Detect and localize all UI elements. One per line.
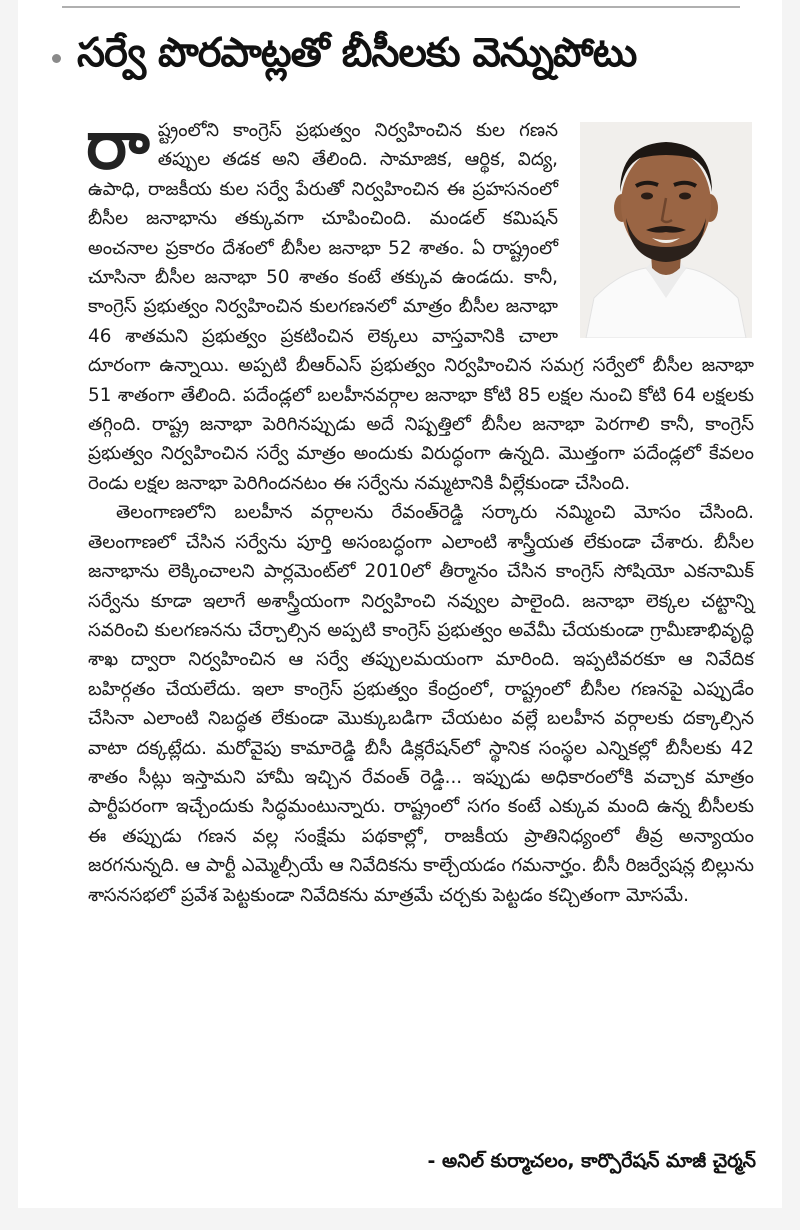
photo-spacer	[558, 116, 754, 336]
bullet-icon	[52, 54, 61, 63]
byline: - అనిల్ కుర్మాచలం, కార్పొరేషన్ మాజీ చైర్మన్	[427, 1150, 756, 1172]
paragraph-2: తెలంగాణలోని బలహీన వర్గాలను రేవంత్‌రెడ్డి సర్కారు నమ్మించి మోసం చేసింది. తెలంగాణలో చేసిన సర్వేను పూర్తి అసంబద్ధంగా ఎలాంటి శాస్త్రీయత లేకుండా చేశారు. బీసీల జనాభాను లెక్కించాలని పార్లమెంట్‌లో 2010లో తీర్మానం చేసిన కాంగ్రెస్ సోషియో ఎకనామిక్ సర్వేను కూడా ఇలాగే అశాస్త్రీయంగా నిర్వహించి నవ్వుల పాలైంది. జనాభా లెక్కల చట్టాన్ని సవరించి కులగణనను చేర్చాల్సిన అప్పటి కాంగ్రెస్ ప్రభుత్వం అవేమీ చేయకుండా గ్రామీణాభివృద్ధి శాఖ ద్వారా నిర్వహించిన ఆ సర్వే తప్పులమయంగా మారింది. ఇప్పటివరకూ ఆ నివేదిక బహిర్గతం చేయలేదు. ఇలా కాంగ్రెస్ ప్రభుత్వం కేంద్రంలో, రాష్ట్రంలో బీసీల గణనపై ఎప్పుడేం చేసినా ఎలాంటి నిబద్ధత లేకుండా మొక్కుబడిగా చేయటం వల్లే బలహీన వర్గాలకు దక్కాల్సిన వాటా దక్కట్లేదు. మరోవైపు కామారెడ్డి బీసీ డిక్లరేషన్‌లో స్థానిక సంస్థల ఎన్నికల్లో బీసీలకు 42 శాతం సీట్లు ఇస్తామని హామీ ఇచ్చిన రేవంత్ రెడ్డి... ఇప్పుడు అధికారంలోకి వచ్చాక మాత్రం పార్టీపరంగా ఇచ్చేందుకు సిద్ధమంటున్నారు. రాష్ట్రంలో సగం కంటే ఎక్కువ మంది ఉన్న బీసీలకు ఈ తప్పుడు గణన వల్ల సంక్షేమ పథకాల్లో, రాజకీయ ప్రాతినిధ్యంలో తీవ్ర అన్యాయం జరగనున్నది. ఆ పార్టీ ఎమ్మెల్సీయే ఆ నివేదికను కాల్చేయడం గమనార్హం. బీసీ రిజర్వేషన్ల బిల్లును శాసనసభలో ప్రవేశ పెట్టకుండా నివేదికను మాత్రమే చర్చకు పెట్టడం కచ్చితంగా మోసమే.	[88, 502, 754, 906]
headline	[52, 28, 752, 88]
top-rule	[62, 6, 740, 8]
paragraph-1-text: ష్ట్రంలోని కాంగ్రెస్ ప్రభుత్వం నిర్వహించిన కుల గణన తప్పుల తడక అని తేలింది. సామాజిక, ఆర్థిక, విద్య, ఉపాధి, రాజకీయ కుల సర్వే పేరుతో నిర్వహించిన ఈ ప్రహసనంలో బీసీల జనాభాను తక్కువగా చూపించింది. మండల్ కమిషన్ అంచనాల ప్రకారం దేశంలో బీసీల జనాభా 52 శాతం. ఏ రాష్ట్రంలో చూసినా బీసీల జనాభా 50 శాతం కంటే తక్కువ ఉండదు. కానీ, కాంగ్రెస్ ప్రభుత్వం నిర్వహించిన కులగణనలో మాత్రం బీసీల జనాభా 46 శాతమని ప్రభుత్వం ప్రకటించిన లెక్కలు వాస్తవానికి చాలా దూరంగా ఉన్నాయి. అప్పటి బీఆర్ఎస్ ప్రభుత్వం నిర్వహించిన సమగ్ర సర్వేలో బీసీల జనాభా 51 శాతంగా తేలింది. పదేండ్లలో బలహీనవర్గాల జనాభా కోటి 85 లక్షల నుంచి కోటి 64 లక్షలకు తగ్గింది. రాష్ట్ర జనాభా పెరిగినప్పుడు అదే నిష్పత్తిలో బీసీల జనాభా పెరగాలి కానీ, కాంగ్రెస్ ప్రభుత్వం నిర్వహించిన సర్వే మాత్రం అందుకు విరుద్ధంగా ఉన్నది. మొత్తంగా పదేండ్లలో కేవలం రెండు లక్షల జనాభా పెరిగిందనటం ఈ సర్వేను నమ్మటానికి వీల్లేకుండా చేసింది.	[88, 120, 754, 494]
article-body	[86, 106, 754, 910]
headline-text: సర్వే పొరపాట్లతో బీసీలకు వెన్నుపోటు	[77, 30, 637, 76]
drop-cap: రా	[86, 106, 150, 185]
